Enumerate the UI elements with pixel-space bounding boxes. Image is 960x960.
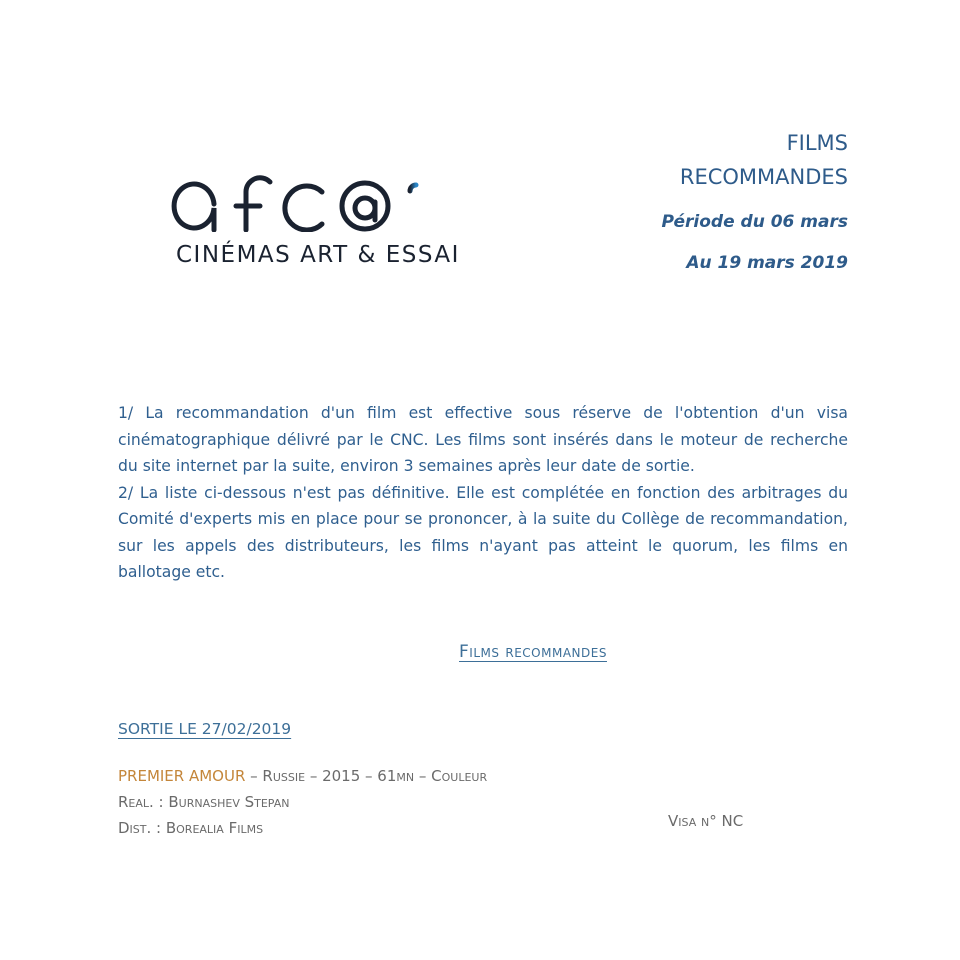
section-title: Films recommandes <box>459 642 607 662</box>
period-end: Au 19 mars 2019 <box>686 253 848 273</box>
film-title-line <box>118 763 818 789</box>
page-title <box>518 126 848 194</box>
notes-block <box>118 400 848 586</box>
header-block <box>518 126 848 273</box>
afcae-logo <box>170 168 470 278</box>
period-start: Période du 06 mars <box>661 212 848 232</box>
release-date-heading: SORTIE LE 27/02/2019 <box>118 720 292 738</box>
logo-subtitle: CINÉMAS ART & ESSAI <box>176 242 460 268</box>
film-details: – Russie – 2015 – 61mn – Couleur <box>245 767 488 785</box>
film-visa: Visa n° NC <box>668 812 744 830</box>
film-distributor: Dist. : Borealia Films <box>118 819 264 837</box>
note-2: 2/ La liste ci-dessous n'est pas définitive. Elle est complétée en fonction des arbitrages du Comité d'experts mis en place pour se prononcer, à la suite du Collège de recommandation, sur les appels des distributeurs, les films n'ayant pas atteint le quorum, les films en ballotage etc. <box>118 483 848 581</box>
page-title-line1: FILMS <box>786 131 848 155</box>
page-title-line2: RECOMMANDES <box>679 165 848 189</box>
note-1: 1/ La recommandation d'un film est effective sous réserve de l'obtention d'un visa cinématographique délivré par le CNC. Les films sont insérés dans le moteur de recherche du site internet par la suite, environ 3 semaines après leur date de sortie. <box>118 404 848 475</box>
film-title: PREMIER AMOUR <box>118 767 246 785</box>
film-director: Real. : Burnashev Stepan <box>118 793 290 811</box>
afcae-wordmark-logo <box>170 168 460 232</box>
